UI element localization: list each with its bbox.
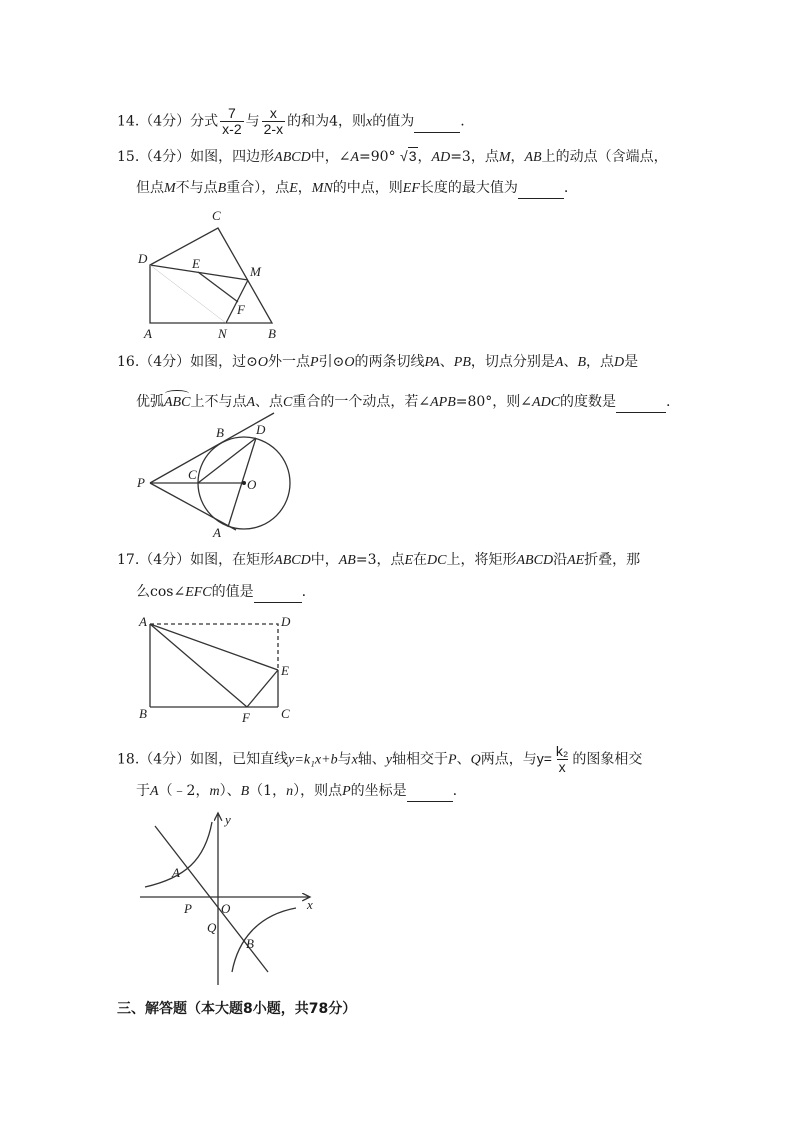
q16-label-a: A bbox=[213, 525, 221, 540]
q17-label-b: B bbox=[139, 706, 147, 721]
q15-label-b: B bbox=[268, 326, 276, 341]
q18-label-y: y bbox=[225, 812, 231, 827]
q14-text: 14.（4分）分式 $\frac{7}{x-2}$ 与 $\frac{x}{2-x}$ 的和为4，则x的值为 . bbox=[117, 105, 465, 137]
q17-label-e: E bbox=[281, 663, 289, 678]
q15-label-f: F bbox=[237, 302, 245, 317]
q18-label-p: P bbox=[184, 901, 192, 916]
q17-label-f: F bbox=[242, 710, 250, 725]
fraction-7-over-x-2: $\frac{7}{x-2}$ bbox=[222, 105, 242, 137]
q15-line2: 但点M不与点B重合），点E，MN的中点，则EF长度的最大值为 . bbox=[136, 178, 568, 199]
section-3-heading: 三、解答题（本大题8小题，共78分） bbox=[117, 1001, 357, 1017]
sqrt-symbol: √3 bbox=[400, 148, 417, 164]
q18-line1: 18.（4分）如图，已知直线y=k₁x+b与x轴、y轴相交于P、Q两点，与y= $\frac{\text{k₂}}{x}$ 的图象相交 bbox=[117, 743, 643, 775]
q15-label-e: E bbox=[192, 256, 200, 271]
q18-label-b: B bbox=[246, 936, 254, 951]
q17-label-d: D bbox=[281, 614, 291, 629]
major-arc-abc: ABC bbox=[164, 393, 190, 413]
q17-line2: 么cos∠EFC的值是 . bbox=[136, 582, 306, 603]
q15-label-m: M bbox=[250, 264, 261, 279]
q15-label-d: D bbox=[138, 251, 148, 266]
q15-label-a: A bbox=[144, 326, 152, 341]
q18-hyperbola-branch-lower bbox=[232, 908, 296, 972]
q15-line1: 15.（4分）如图，四边形ABCD中，∠A=90° √3，AD=3，点M，AB上的动点（含端点， bbox=[117, 148, 668, 165]
q18-label-x: x bbox=[307, 897, 313, 912]
q15-label-c: C bbox=[212, 208, 221, 223]
fraction-x-over-2-x: $\frac{x}{2-x}$ bbox=[263, 105, 284, 137]
q18-label-q: Q bbox=[207, 920, 217, 935]
q18-line2: 于A（﹣2，m）、B（1，n），则点P的坐标是 . bbox=[136, 781, 457, 802]
q16-line1: 16.（4分）如图，过⊙O外一点P引⊙O的两条切线PA、PB，切点分别是A、B，点D是 bbox=[117, 354, 639, 370]
fraction-k2-over-x: $\frac{\text{k₂}}{x}$ bbox=[555, 743, 569, 775]
q15-label-n: N bbox=[218, 326, 227, 341]
q16-label-p: P bbox=[137, 475, 145, 490]
q16-label-o: O bbox=[247, 477, 257, 492]
q16-label-d: D bbox=[256, 422, 266, 437]
q16-line2: 优弧ABC上不与点A、点C重合的一个动点，若∠APB=80°，则∠ADC的度数是 . bbox=[136, 392, 670, 413]
q16-label-b: B bbox=[216, 425, 224, 440]
q18-label-a: A bbox=[172, 865, 180, 880]
q17-label-a: A bbox=[139, 614, 147, 629]
q17-label-c: C bbox=[281, 706, 290, 721]
q17-line1: 17.（4分）如图，在矩形ABCD中，AB=3，点E在DC上，将矩形ABCD沿AE折叠，那 bbox=[117, 552, 641, 568]
q18-label-o: O bbox=[221, 901, 231, 916]
q16-label-c: C bbox=[188, 467, 197, 482]
